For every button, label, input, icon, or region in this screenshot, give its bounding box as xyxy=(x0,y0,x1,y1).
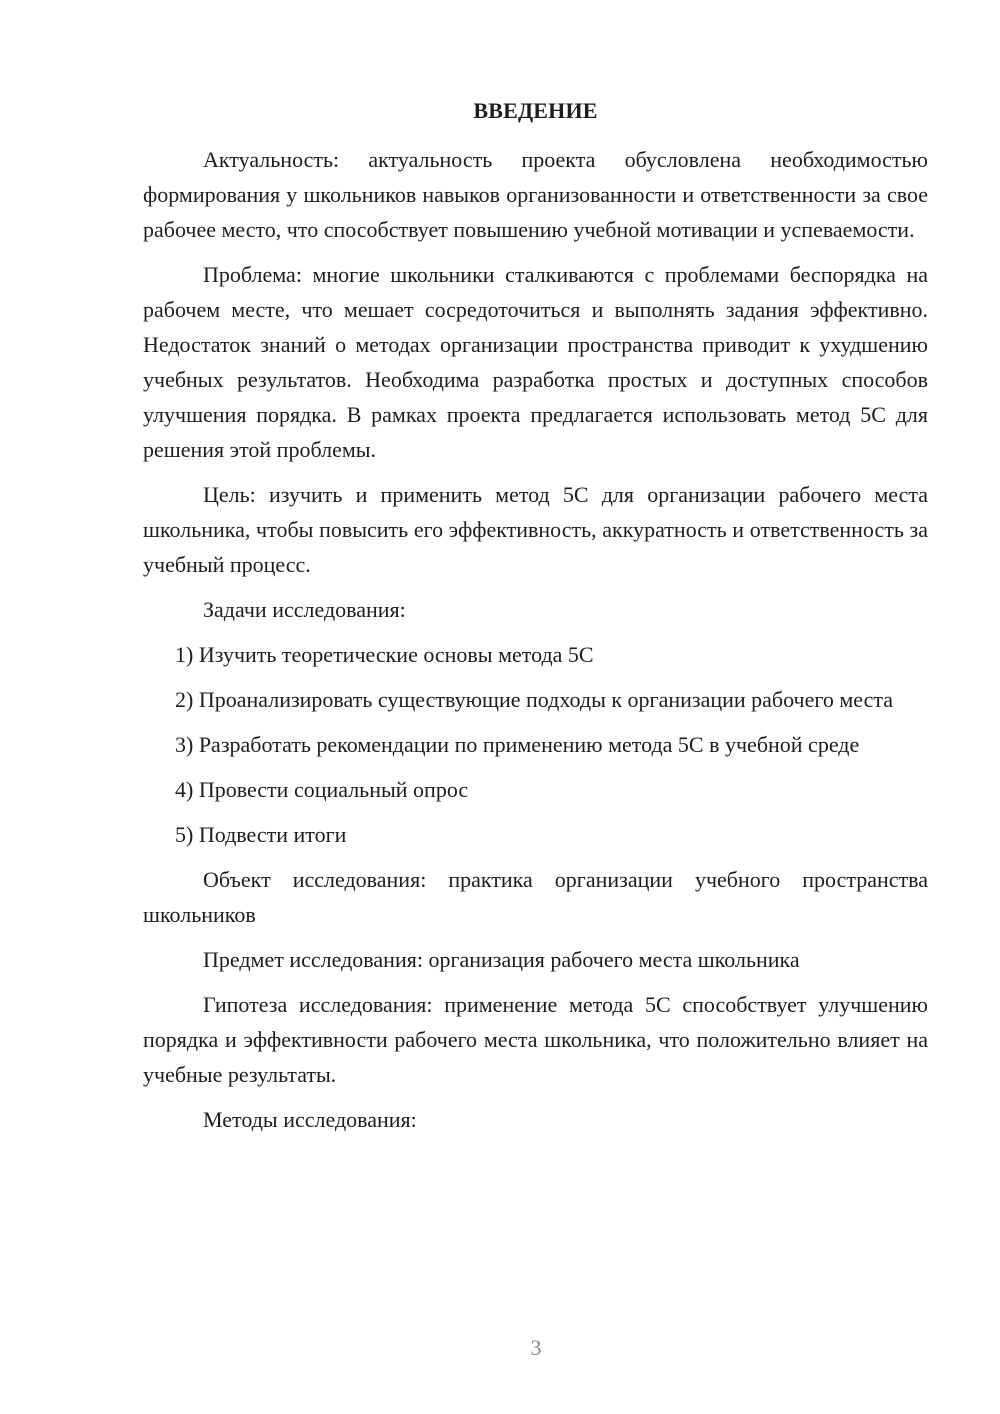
section-body xyxy=(143,142,928,1147)
tasks-heading: Задачи исследования: xyxy=(203,597,406,622)
task-item-5: 5) Подвести итоги xyxy=(175,822,347,847)
task-item-3: 3) Разработать рекомендации по применению метода 5С в учебной среде xyxy=(175,732,860,757)
hypothesis-paragraph: Гипотеза исследования: применение метода 5С способствует улучшению порядка и эффективности рабочего места школьника, что положительно влияет на учебные результаты. xyxy=(143,992,928,1087)
page-number: 3 xyxy=(530,1335,542,1360)
subject-paragraph: Предмет исследования: организация рабочего места школьника xyxy=(203,947,800,972)
object-paragraph: Объект исследования: практика организации учебного пространства школьников xyxy=(143,867,928,927)
task-item-4: 4) Провести социальный опрос xyxy=(175,777,469,802)
goal-paragraph: Цель: изучить и применить метод 5С для организации рабочего места школьника, чтобы повысить его эффективность, аккуратность и ответственность за учебный процесс. xyxy=(143,482,928,577)
section-title: ВВЕДЕНИЕ xyxy=(473,98,598,123)
problem-paragraph: Проблема: многие школьники сталкиваются с проблемами беспорядка на рабочем месте, что мешает сосредоточиться и выполнять задания эффективно. Недостаток знаний о методах организации пространства приводит к ухудшению учебных результатов. Необходима разработка простых и доступных способов улучшения порядка. В рамках проекта предлагается использовать метод 5С для решения этой проблемы. xyxy=(143,262,928,462)
task-item-2: 2) Проанализировать существующие подходы к организации рабочего места xyxy=(175,687,893,712)
methods-heading: Методы исследования: xyxy=(203,1107,417,1132)
task-item-1: 1) Изучить теоретические основы метода 5С xyxy=(175,642,594,667)
relevance-paragraph: Актуальность: актуальность проекта обусловлена необходимостью формирования у школьников навыков организованности и ответственности за свое рабочее место, что способствует повышению учебной мотивации и успеваемости. xyxy=(143,147,928,242)
